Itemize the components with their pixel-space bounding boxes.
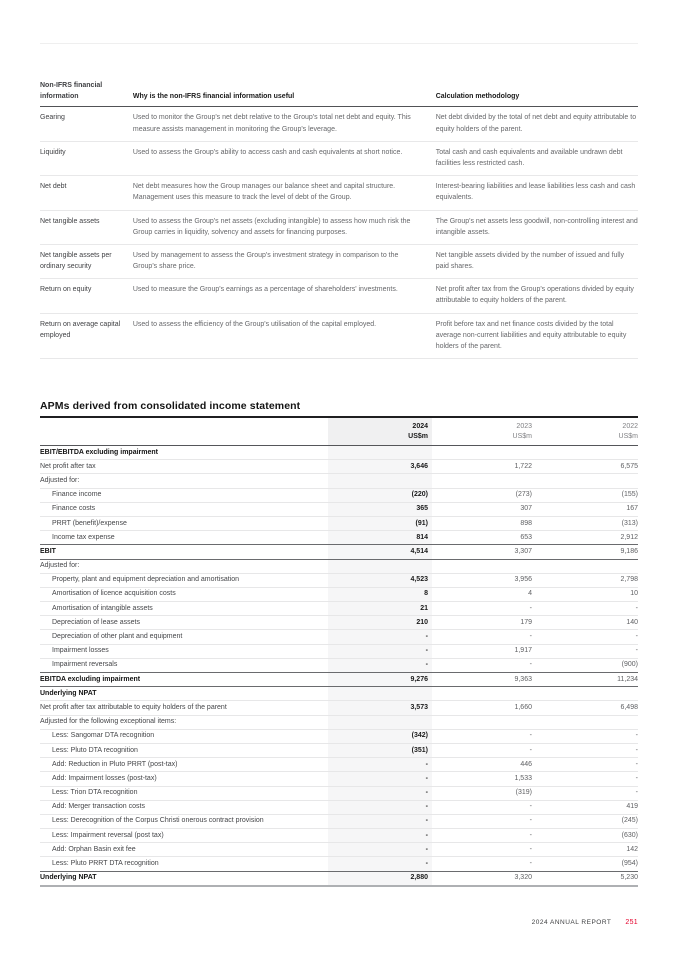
apm-value-2024: (351) [328, 743, 432, 757]
apm-value-2023 [432, 687, 532, 701]
apm-row [40, 658, 638, 672]
apm-value-2022: 2,912 [532, 531, 638, 545]
apm-row [40, 701, 638, 715]
def-cell-term: Return on equity [40, 279, 133, 313]
apm-row-label: EBIT/EBITDA excluding impairment [40, 446, 328, 460]
apm-row [40, 616, 638, 630]
apm-value-2024: 814 [328, 531, 432, 545]
apm-row-label: Adjusted for the following exceptional items: [40, 715, 328, 729]
apm-value-2023: - [432, 630, 532, 644]
def-row [40, 244, 638, 278]
apm-header-2023: 2023 US$m [432, 418, 532, 446]
apm-table [40, 418, 638, 887]
page-footer [40, 919, 638, 926]
def-cell-calc: Total cash and cash equivalents and available undrawn debt facilities less restricted cash. [436, 141, 638, 175]
def-cell-useful: Used to measure the Group's earnings as a percentage of shareholders' investments. [133, 279, 436, 313]
def-cell-term: Net tangible assets [40, 210, 133, 244]
apm-value-2022: 142 [532, 843, 638, 857]
apm-value-2023: - [432, 729, 532, 743]
apm-value-2022: (954) [532, 857, 638, 871]
apm-value-2023: 9,363 [432, 673, 532, 687]
apm-row-label: Less: Trion DTA recognition [40, 786, 328, 800]
apm-value-2023: - [432, 829, 532, 843]
apm-row [40, 531, 638, 545]
apm-value-2022: - [532, 602, 638, 616]
def-header-term: Non-IFRS financial information [40, 80, 133, 107]
apm-value-2023: 1,722 [432, 460, 532, 474]
def-row [40, 107, 638, 141]
apm-value-2022: (900) [532, 658, 638, 672]
def-cell-term: Net tangible assets per ordinary security [40, 244, 133, 278]
apm-value-2024 [328, 474, 432, 488]
def-cell-useful: Net debt measures how the Group manages our balance sheet and capital structure. Management uses this measure to track the level of debt of the Group. [133, 176, 436, 210]
apm-row-label: EBIT [40, 545, 328, 559]
apm-value-2023 [432, 446, 532, 460]
apm-row-label: Net profit after tax [40, 460, 328, 474]
def-cell-useful: Used to assess the Group's net assets (excluding intangible) to assess how much risk the Group carries in liquidity, solvency and assets for financing purposes. [133, 210, 436, 244]
apm-value-2022 [532, 446, 638, 460]
apm-value-2023: 898 [432, 516, 532, 530]
apm-value-2024: 365 [328, 502, 432, 516]
apm-value-2023: 1,660 [432, 701, 532, 715]
apm-header-2024: 2024 US$m [328, 418, 432, 446]
apm-value-2022: (630) [532, 829, 638, 843]
page-number: 251 [625, 919, 638, 926]
apm-value-2023: (273) [432, 488, 532, 502]
def-row [40, 210, 638, 244]
apm-value-2022: - [532, 758, 638, 772]
apm-value-2024: 3,646 [328, 460, 432, 474]
apm-value-2023: 1,533 [432, 772, 532, 786]
def-header-row [40, 80, 638, 107]
apm-row-label: Add: Orphan Basin exit fee [40, 843, 328, 857]
apm-value-2024: 2,880 [328, 871, 432, 886]
def-cell-useful: Used to monitor the Group's net debt relative to the Group's total net debt and equity. This measure assists management in monitoring the Group's leverage. [133, 107, 436, 141]
apm-value-2023: - [432, 602, 532, 616]
apm-row [40, 446, 638, 460]
apm-row [40, 729, 638, 743]
apm-row [40, 516, 638, 530]
apm-value-2023: - [432, 658, 532, 672]
apm-row-label: Amortisation of intangible assets [40, 602, 328, 616]
apm-value-2024: 210 [328, 616, 432, 630]
apm-value-2023: - [432, 800, 532, 814]
apm-value-2022: - [532, 743, 638, 757]
apm-value-2024 [328, 687, 432, 701]
apm-value-2024: 4,514 [328, 545, 432, 559]
apm-value-2022: 9,186 [532, 545, 638, 559]
apm-value-2024: (220) [328, 488, 432, 502]
apm-table-body [40, 446, 638, 886]
def-cell-calc: Net profit after tax from the Group's operations divided by equity attributable to equity holders of the parent. [436, 279, 638, 313]
apm-value-2022: 140 [532, 616, 638, 630]
def-cell-term: Net debt [40, 176, 133, 210]
apm-value-2024: 9,276 [328, 673, 432, 687]
apm-value-2022: 6,498 [532, 701, 638, 715]
apm-value-2024: - [328, 829, 432, 843]
apm-value-2024: 4,523 [328, 573, 432, 587]
apm-section-title: APMs derived from consolidated income statement [40, 400, 638, 418]
apm-header-spacer [40, 418, 328, 446]
def-row [40, 279, 638, 313]
apm-value-2023: 179 [432, 616, 532, 630]
apm-value-2023: 1,917 [432, 644, 532, 658]
apm-value-2024: - [328, 857, 432, 871]
apm-header-2022: 2022 US$m [532, 418, 638, 446]
apm-value-2024: 21 [328, 602, 432, 616]
apm-row [40, 772, 638, 786]
apm-value-2022: 5,230 [532, 871, 638, 886]
apm-value-2024 [328, 715, 432, 729]
apm-row-label: Income tax expense [40, 531, 328, 545]
apm-row-label: Impairment reversals [40, 658, 328, 672]
apm-value-2024: - [328, 772, 432, 786]
apm-value-2024: - [328, 786, 432, 800]
def-cell-calc: Net tangible assets divided by the number of issued and fully paid shares. [436, 244, 638, 278]
apm-value-2024: - [328, 644, 432, 658]
apm-row [40, 602, 638, 616]
def-cell-useful: Used to assess the Group's ability to access cash and cash equivalents at short notice. [133, 141, 436, 175]
apm-value-2023: - [432, 857, 532, 871]
apm-row [40, 630, 638, 644]
apm-row-label: Less: Pluto PRRT DTA recognition [40, 857, 328, 871]
apm-row [40, 573, 638, 587]
apm-row [40, 743, 638, 757]
apm-value-2022: - [532, 630, 638, 644]
apm-value-2024: - [328, 630, 432, 644]
apm-row [40, 857, 638, 871]
apm-value-2022: - [532, 772, 638, 786]
apm-row-label: Add: Merger transaction costs [40, 800, 328, 814]
apm-row [40, 829, 638, 843]
def-cell-calc: Interest-bearing liabilities and lease liabilities less cash and cash equivalents. [436, 176, 638, 210]
apm-row-label: Depreciation of other plant and equipment [40, 630, 328, 644]
apm-row-label: Property, plant and equipment depreciation and amortisation [40, 573, 328, 587]
apm-value-2024 [328, 446, 432, 460]
apm-row-label: Add: Impairment losses (post-tax) [40, 772, 328, 786]
apm-value-2022: (313) [532, 516, 638, 530]
apm-section [40, 400, 638, 887]
apm-row [40, 587, 638, 601]
apm-value-2022: (155) [532, 488, 638, 502]
apm-row-label: Less: Sangomar DTA recognition [40, 729, 328, 743]
apm-header-row [40, 418, 638, 446]
apm-value-2023: 446 [432, 758, 532, 772]
report-label: 2024 ANNUAL REPORT [531, 919, 612, 926]
top-divider [40, 43, 638, 44]
def-cell-calc: The Group's net assets less goodwill, non-controlling interest and intangible assets. [436, 210, 638, 244]
apm-row-label: Finance costs [40, 502, 328, 516]
apm-row [40, 758, 638, 772]
def-cell-useful: Used to assess the efficiency of the Group's utilisation of the capital employed. [133, 313, 436, 359]
apm-row-label: Less: Pluto DTA recognition [40, 743, 328, 757]
apm-value-2024: - [328, 658, 432, 672]
apm-value-2022: 10 [532, 587, 638, 601]
apm-value-2022: - [532, 644, 638, 658]
apm-value-2023: 3,320 [432, 871, 532, 886]
apm-value-2022 [532, 715, 638, 729]
apm-value-2024: (342) [328, 729, 432, 743]
apm-value-2023: 3,307 [432, 545, 532, 559]
apm-value-2022: (245) [532, 814, 638, 828]
apm-row [40, 871, 638, 886]
apm-value-2023 [432, 715, 532, 729]
apm-row-label: Add: Reduction in Pluto PRRT (post-tax) [40, 758, 328, 772]
apm-value-2023: - [432, 843, 532, 857]
apm-value-2024: - [328, 843, 432, 857]
apm-row-label: Underlying NPAT [40, 687, 328, 701]
apm-value-2022 [532, 474, 638, 488]
apm-row [40, 800, 638, 814]
apm-value-2024: (91) [328, 516, 432, 530]
apm-value-2023: 653 [432, 531, 532, 545]
apm-value-2024 [328, 559, 432, 573]
apm-value-2022: 6,575 [532, 460, 638, 474]
apm-row [40, 673, 638, 687]
apm-row [40, 460, 638, 474]
apm-row [40, 474, 638, 488]
apm-value-2022: 167 [532, 502, 638, 516]
apm-value-2023: - [432, 814, 532, 828]
apm-value-2023: 3,956 [432, 573, 532, 587]
apm-value-2024: 3,573 [328, 701, 432, 715]
apm-value-2023: 307 [432, 502, 532, 516]
def-header-useful: Why is the non-IFRS financial information useful [133, 80, 436, 107]
apm-value-2022: - [532, 729, 638, 743]
apm-row-label: Underlying NPAT [40, 871, 328, 886]
apm-value-2022 [532, 687, 638, 701]
apm-row-label: EBITDA excluding impairment [40, 673, 328, 687]
def-row [40, 141, 638, 175]
apm-value-2022: 2,798 [532, 573, 638, 587]
apm-value-2023 [432, 474, 532, 488]
non-ifrs-definitions-section [40, 80, 638, 359]
apm-value-2022 [532, 559, 638, 573]
apm-row [40, 715, 638, 729]
def-table-body [40, 107, 638, 359]
apm-row-label: Impairment losses [40, 644, 328, 658]
apm-row-label: Less: Impairment reversal (post tax) [40, 829, 328, 843]
apm-value-2023 [432, 559, 532, 573]
apm-value-2022: 419 [532, 800, 638, 814]
apm-value-2024: - [328, 814, 432, 828]
apm-row [40, 687, 638, 701]
apm-row [40, 814, 638, 828]
apm-row [40, 843, 638, 857]
def-cell-calc: Profit before tax and net finance costs divided by the total average non-current liabilities and equity attributable to equity holders of the parent. [436, 313, 638, 359]
def-cell-term: Gearing [40, 107, 133, 141]
apm-row [40, 644, 638, 658]
apm-row-label: Depreciation of lease assets [40, 616, 328, 630]
apm-row [40, 545, 638, 559]
apm-row-label: Amortisation of licence acquisition costs [40, 587, 328, 601]
def-cell-term: Liquidity [40, 141, 133, 175]
apm-value-2024: 8 [328, 587, 432, 601]
apm-row [40, 488, 638, 502]
apm-row [40, 502, 638, 516]
apm-row-label: Adjusted for: [40, 559, 328, 573]
def-row [40, 313, 638, 359]
apm-value-2023: - [432, 743, 532, 757]
def-row [40, 176, 638, 210]
apm-value-2024: - [328, 800, 432, 814]
def-cell-useful: Used by management to assess the Group's investment strategy in comparison to the Group's share price. [133, 244, 436, 278]
apm-row-label: Net profit after tax attributable to equity holders of the parent [40, 701, 328, 715]
non-ifrs-definitions-table [40, 80, 638, 359]
apm-row-label: Adjusted for: [40, 474, 328, 488]
apm-row [40, 786, 638, 800]
apm-value-2024: - [328, 758, 432, 772]
def-cell-term: Return on average capital employed [40, 313, 133, 359]
apm-row-label: Less: Derecognition of the Corpus Christi onerous contract provision [40, 814, 328, 828]
apm-row-label: PRRT (benefit)/expense [40, 516, 328, 530]
apm-value-2023: (319) [432, 786, 532, 800]
apm-value-2022: - [532, 786, 638, 800]
apm-value-2022: 11,234 [532, 673, 638, 687]
apm-row [40, 559, 638, 573]
def-header-calc: Calculation methodology [436, 80, 638, 107]
def-cell-calc: Net debt divided by the total of net debt and equity attributable to equity holders of the parent. [436, 107, 638, 141]
apm-row-label: Finance income [40, 488, 328, 502]
apm-value-2023: 4 [432, 587, 532, 601]
